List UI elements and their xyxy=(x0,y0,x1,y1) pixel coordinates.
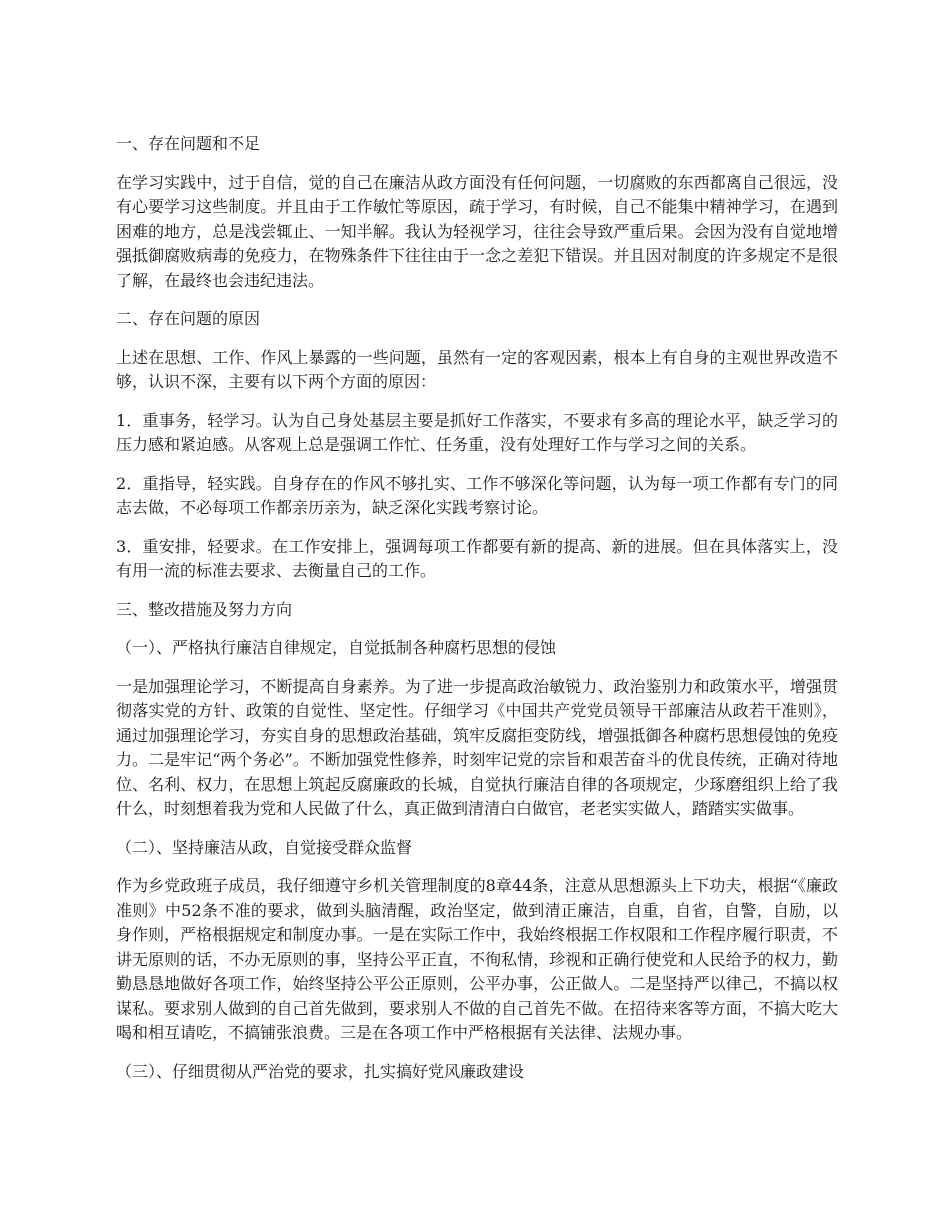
paragraph-measure-2: 作为乡党政班子成员，我仔细遵守乡机关管理制度的8章44条，注意从思想源头上下功夫，根据“《廉政准则》中52条不准的要求，做到头脑清醒，政治坚定，做到清正廉洁，自重，自省，自警，自励，以身作则，严格根据规定和制度办事。一是在实际工作中，我始终根据工作权限和工作程序履行职责，不讲无原则的话，不办无原则的事，坚持公平正直，不徇私情，珍视和正确行使党和人民给予的权力，勤勤恳恳地做好各项工作，始终坚持公平公正原则，公平办事，公正做人。二是坚持严以律己，不搞以权谋私。要求别人做到的自己首先做到，要求别人不做的自己首先不做。在招待来客等方面，不搞大吃大喝和相互请吃，不搞铺张浪费。三是在各项工作中严格根据有关法律、法规办事。 xyxy=(116,876,838,1042)
section-heading-causes: 二、存在问题的原因 xyxy=(116,309,261,328)
paragraph-problems: 在学习实践中，过于自信，觉的自己在廉洁从政方面没有任何问题，一切腐败的东西都离自己很远，没有心要学习这些制度。并且由于工作敏忙等原因，疏于学习，有时候，自己不能集中精神学习，在遇到困难的地方，总是浅尝辄止、一知半解。我认为轻视学习，往往会导致严重后果。会因为没有自觉地增强抵御腐败病毒的免疫力，在物殊条件下往往由于一念之差犯下错误。并且因对制度的许多规定不是很了解，在最终也会违纪违法。 xyxy=(116,172,838,290)
paragraph-cause-3: 3．重安排，轻要求。在工作安排上，强调每项工作都要有新的提高、新的进展。但在具体落实上，没有用一流的标准去要求、去衡量自己的工作。 xyxy=(116,536,838,580)
subheading-measure-2: （二）、坚持廉洁从政，自觉接受群众监督 xyxy=(116,837,413,857)
subheading-measure-3: （三）、仔细贯彻从严治党的要求，扎实搞好党风廉政建设 xyxy=(116,1061,525,1081)
paragraph-cause-2: 2．重指导，轻实践。自身存在的作风不够扎实、工作不够深化等问题，认为每一项工作都有专门的同志去做，不必每项工作都亲历亲为，缺乏深化实践考察讨论。 xyxy=(116,473,838,517)
section-heading-problems: 一、存在问题和不足 xyxy=(116,134,261,153)
section-heading-measures: 三、整改措施及努力方向 xyxy=(116,599,293,619)
paragraph-cause-1: 1．重事务，轻学习。认为自己身处基层主要是抓好工作落实，不要求有多高的理论水平，缺乏学习的压力感和紧迫感。从客观上总是强调工作忙、任务重，没有处理好工作与学习之间的关系。 xyxy=(116,410,838,454)
paragraph-measure-1: 一是加强理论学习，不断提高自身素养。为了进一步提高政治敏锐力、政治鉴别力和政策水平，增强贯彻落实党的方针、政策的自觉性、坚定性。仔细学习《中国共产党党员领导干部廉洁从政若干准则》，通过加强理论学习，夯实自身的思想政治基础，筑牢反腐拒变防线，增强抵御各种腐朽思想侵蚀的免疫力。二是牢记“两个务必”。不断加强党性修养，时刻牢记党的宗旨和艰苦奋斗的优良传统，正确对待地位、名利、权力，在思想上筑起反腐廉政的长城，自觉执行廉洁自律的各项规定，少琢磨组织上给了我什么，时刻想着我为党和人民做了什么，真正做到清清白白做官，老老实实做人，踏踏实实做事。 xyxy=(116,676,838,818)
document-body xyxy=(116,132,838,1098)
subheading-measure-1: （一）、严格执行廉洁自律规定，自觉抵制各种腐朽思想的侵蚀 xyxy=(116,638,557,657)
paragraph-causes-intro: 上述在思想、工作、作风上暴露的一些问题，虽然有一定的客观因素，根本上有自身的主观世界改造不够，认识不深，主要有以下两个方面的原因： xyxy=(116,347,838,391)
